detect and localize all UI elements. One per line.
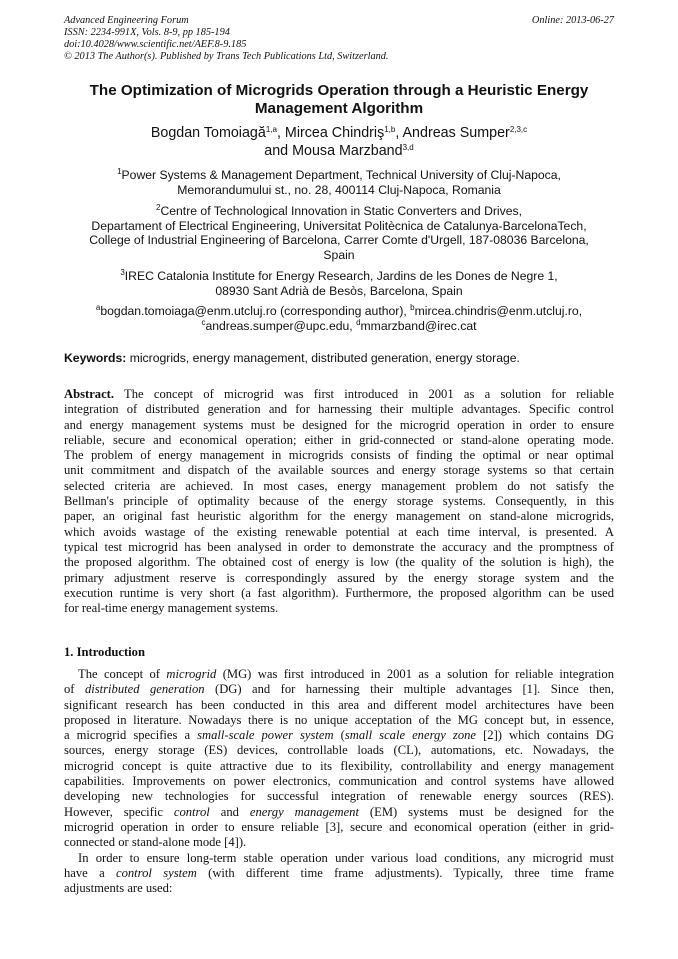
text-run: connected or stand-alone mode [4]).: [64, 835, 247, 850]
affiliation-1: [40, 168, 638, 197]
keywords-text: microgrids, energy management, distributed generation, energy storage.: [126, 351, 520, 365]
issn: ISSN: 2234-991X, Vols. 8-9, pp 185-194: [64, 27, 230, 38]
paper-title: [40, 82, 638, 118]
journal-name: Advanced Engineering Forum: [64, 15, 189, 26]
text-line: [64, 601, 614, 616]
aff-line: College of Industrial Engineering of Barcelona, Carrer Comte d'Urgell, 187-08036 Barcelona,: [89, 233, 589, 248]
author-sup: 3,d: [402, 143, 414, 152]
aff-line: Centre of Technological Innovation in Static Converters and Drives,: [160, 204, 522, 218]
copyright: © 2013 The Author(s). Published by Trans Tech Publications Ltd, Switzerland.: [64, 51, 389, 62]
text-line: [64, 463, 614, 478]
text-line: [64, 418, 614, 433]
keywords: [64, 351, 520, 365]
keywords-label: Keywords:: [64, 351, 127, 365]
text-run: paper, an original fast heuristic algorithm for the energy management on stand-alone microgrids,: [64, 509, 614, 524]
text-run: unit commitment and dispatch of the available sources and energy storage systems so that certain: [64, 463, 614, 478]
text-line: [64, 540, 614, 555]
text-run: have a: [64, 865, 116, 880]
text-run: sources, energy storage (ES) devices, controllable loads (CL), automations, etc. Nowadays, the: [64, 743, 614, 758]
title-line: The Optimization of Microgrids Operation through a Heuristic Energy: [89, 82, 589, 99]
email[interactable]: mmarzband@irec.cat: [360, 318, 477, 333]
text-line: [64, 571, 614, 586]
aff-line: Spain: [323, 247, 355, 262]
aff-sup: 2: [156, 203, 161, 212]
text-run: [2]) which contains DG: [476, 728, 615, 743]
text-line: [64, 881, 614, 896]
email[interactable]: andreas.sumper@upc.edu,: [205, 318, 357, 333]
italic-term: control: [173, 804, 210, 819]
text-run: (DG) and for harnessing their multiple advantages [1]. Since then,: [204, 682, 615, 697]
text-line: [64, 743, 614, 758]
text-line: [64, 448, 614, 463]
author-name: Mircea Chindriş: [284, 125, 385, 141]
aff-line: 08930 Sant Adrià de Besòs, Barcelona, Spain: [215, 283, 463, 298]
text-run: However, specific: [64, 804, 174, 819]
text-line: [64, 774, 614, 789]
text-run: a microgrid specifies a: [64, 728, 198, 743]
text-run: proposed in literature. Nowadays there is no unique acceptation of the MG concept but, in essence,: [64, 712, 614, 727]
doi: doi:10.4028/www.scientific.net/AEF.8-9.185: [64, 39, 247, 50]
italic-term: control system: [116, 865, 197, 880]
title-line: Management Algorithm: [254, 100, 424, 117]
text-run: of: [64, 682, 85, 697]
text-run: microgrid operation in order to ensure reliable [3], secure and economical operation (either in grid-: [64, 819, 614, 834]
email[interactable]: bogdan.tomoiaga@enm.utcluj.ro (corresponding author),: [100, 304, 411, 318]
text-line: [64, 698, 614, 713]
text-run: reliable, secure and economical operation; either in grid-connected or stand-alone operating mode.: [64, 432, 614, 447]
text-run: for real-time energy management systems.: [64, 601, 279, 616]
aff-line: IREC Catalonia Institute for Energy Research, Jardins de les Dones de Negre 1,: [124, 269, 558, 283]
author-name: and Mousa Marzband: [264, 143, 403, 159]
text-line: [64, 402, 614, 417]
text-line: [64, 509, 614, 524]
text-run: developing new technologies for successful integration of renewable energy sources (RES).: [64, 789, 614, 804]
email-sup: b: [410, 303, 415, 312]
authors: [40, 124, 638, 160]
text-run: (with different time frame adjustments). Typically, three time frame: [196, 865, 614, 880]
text-line: [64, 728, 614, 743]
text-line: [64, 789, 614, 804]
affiliation-3: [40, 269, 638, 298]
text-line: [64, 433, 614, 448]
aff-line: Memorandumului st., no. 28, 400114 Cluj-Napoca, Romania: [177, 182, 501, 197]
bold-label: Abstract.: [64, 387, 115, 401]
introduction-body: [64, 667, 614, 896]
text-run: selected criteria are achieved. In most cases, energy management problem do not satisfy the: [64, 478, 614, 493]
text-line: [64, 479, 614, 494]
text-line: [64, 586, 614, 601]
email[interactable]: mircea.chindris@enm.utcluj.ro,: [414, 304, 583, 318]
text-line: [64, 494, 614, 509]
author-sup: 1,a: [265, 125, 277, 134]
text-run: The concept of microgrid was first introduced in 2001 as a solution for reliable: [114, 387, 614, 401]
text-run: Bellman's principle of optimality because of the energy storage systems. Consequently, in this: [64, 494, 614, 509]
text-run: The problem of energy management in microgrids consists of finding the optimal or near optimal: [64, 448, 614, 463]
text-run: which avoids wastage of the existing renewable potential at each time interval, is presented. A: [64, 524, 614, 539]
text-line: [64, 805, 614, 820]
abstract: [64, 387, 614, 616]
text-line: [64, 759, 614, 774]
text-line: [64, 667, 614, 682]
author-sup: 1,b: [384, 125, 396, 134]
email-sup: a: [95, 303, 101, 312]
text-run: the proposed algorithm. The obtained cost of energy is low (the quality of the solution is high), the: [64, 555, 614, 570]
emails: [40, 304, 638, 333]
text-line: [64, 835, 614, 850]
text-run: (: [333, 728, 345, 743]
text-run: microgrid concept is quite attractive due to its flexibility, controllability and energy management: [64, 758, 614, 773]
text-run: The concept of: [78, 667, 167, 681]
text-line: [64, 387, 614, 402]
sep: ,: [276, 125, 285, 141]
text-run: integration of distributed generation and for harnessing their multiple advantages. Specific control: [64, 402, 614, 417]
italic-term: energy management: [249, 804, 359, 819]
text-run: (EM) systems must be designed for the: [358, 804, 614, 819]
section-heading-introduction: 1. Introduction: [64, 645, 145, 659]
italic-term: distributed generation: [84, 682, 205, 697]
aff-sup: 3: [120, 268, 125, 277]
author-name: Andreas Sumper: [402, 125, 510, 141]
text-line: [64, 682, 614, 697]
text-run: and energy management systems must be designed for the microgrid operation in order to ensure: [64, 417, 614, 432]
author-name: Bogdan Tomoiagă: [150, 125, 266, 141]
aff-line: Power Systems & Management Department, Technical University of Cluj-Napoca,: [121, 168, 561, 182]
text-run: typical test microgrid has been analysed in order to demonstrate the accuracy and the promptness of: [64, 539, 614, 554]
text-line: [64, 713, 614, 728]
text-run: primary adjustment reserve is correspondingly assured by the energy storage system and the: [64, 570, 614, 585]
italic-term: microgrid: [166, 667, 217, 681]
aff-line: Departament of Electrical Engineering, Universitat Politècnica de Catalunya-BarcelonaTech,: [91, 218, 587, 233]
text-run: In order to ensure long-term stable operation under various load conditions, any microgrid must: [78, 850, 614, 865]
text-line: [64, 851, 614, 866]
text-run: significant research has been conducted in this area and different model architectures have been: [64, 697, 614, 712]
text-run: execution runtime is very short (a fast algorithm). Furthermore, the proposed algorithm can be used: [64, 585, 614, 600]
author-sup: 2,3,c: [509, 125, 528, 134]
email-sup: d: [356, 317, 361, 327]
email-sup: c: [201, 317, 206, 327]
text-run: and: [209, 804, 250, 819]
sep: ,: [395, 125, 403, 141]
text-line: [64, 555, 614, 570]
affiliation-2: [40, 204, 638, 262]
aff-sup: 1: [117, 167, 122, 176]
journal-info: [64, 15, 388, 63]
text-line: [64, 525, 614, 540]
text-line: [64, 866, 614, 881]
italic-term: small scale energy zone: [344, 728, 477, 743]
text-run: adjustments are used:: [64, 881, 173, 896]
text-run: (MG) was first introduced in 2001 as a solution for reliable integration: [216, 667, 614, 681]
text-run: capabilities. Improvements on power electronics, communication and control systems have allowed: [64, 774, 614, 789]
text-line: [64, 820, 614, 835]
online-date: Online: 2013-06-27: [531, 15, 614, 26]
italic-term: small-scale power system: [197, 728, 334, 743]
